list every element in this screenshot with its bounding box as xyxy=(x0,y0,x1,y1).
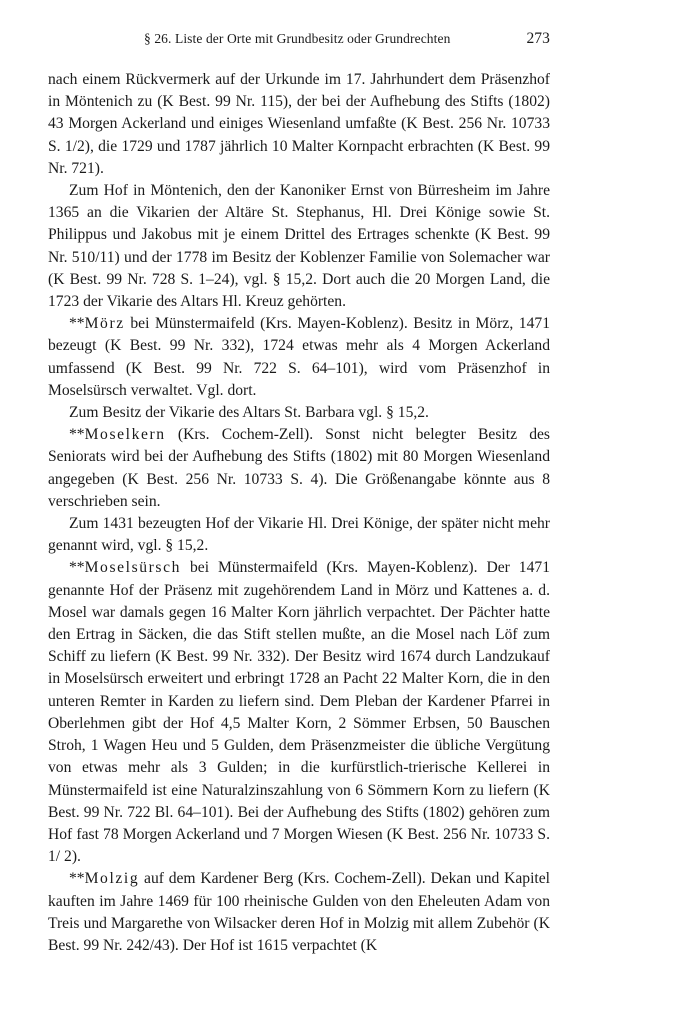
place-name-molzig: Molzig xyxy=(84,870,140,888)
paragraph-text: Zum Hof in Möntenich, den der Kanoniker Ernst von Bürresheim im Jahre 1365 an die Vikarien der Altäre St. Stephanus, Hl. Drei Könige sowie St. Philippus und Jakobus mit je einem Drittel des Ertrages schenkte (K Best. 99 Nr. 510/11) und der 1778 im Besitz der Koblenzer Familie von Solemacher war (K Best. 99 Nr. 728 S. 1–24), vgl. § 15,2. Dort auch die 20 Morgen Land, die 1723 der Vikarie des Altars Hl. Kreuz gehörten. xyxy=(48,182,550,311)
place-name-moerz: Mörz xyxy=(84,315,125,333)
entry-marker: ** xyxy=(69,870,85,888)
entry-marker: ** xyxy=(69,559,85,577)
place-name-moselsuersch: Moselsürsch xyxy=(84,559,182,577)
paragraph-vikarie-barbara xyxy=(48,402,550,424)
entry-molzig xyxy=(48,868,550,957)
page-number: 273 xyxy=(526,30,550,47)
entry-text: bei Münstermaifeld (Krs. Mayen-Koblenz). Besitz in Mörz, 1471 bezeugt (K Best. 99 Nr. 332), 1724 etwas mehr als 4 Morgen Ackerland umfassend (K Best. 99 Nr. 722 S. 64–101), wird vom Präsenzhof in Moselsürsch verwaltet. Vgl. dort. xyxy=(48,315,550,399)
paragraph-text: Zum Besitz der Vikarie des Altars St. Barbara vgl. § 15,2. xyxy=(69,404,429,422)
entry-moerz xyxy=(48,313,550,402)
paragraph-text: Zum 1431 bezeugten Hof der Vikarie Hl. Drei Könige, der später nicht mehr genannt wird, vgl. § 15,2. xyxy=(48,515,550,555)
running-header xyxy=(144,30,550,58)
entry-text: (Krs. Cochem-Zell). Sonst nicht belegter Besitz des Seniorats wird bei der Aufhebung des Stifts (1802) mit 80 Morgen Wiesenland angegeben (K Best. 256 Nr. 10733 S. 4). Die Größenangabe könnte aus 8 verschrieben sein. xyxy=(48,426,550,510)
entry-text: bei Münstermaifeld (Krs. Mayen-Koblenz). Der 1471 genannte Hof der Präsenz mit zugehörendem Land in Mörz und Kattenes a. d. Mosel war damals gegen 16 Malter Korn jährlich verpachtet. Der Pächter hatte den Ertrag in Säcken, die das Stift stellen mußte, an die Mosel nach Löf zum Schiff zu liefern (K Best. 99 Nr. 332). Der Besitz wird 1674 durch Landzukauf in Moselsürsch erweitert und erbringt 1728 an Pacht 22 Malter Korn, die in den unteren Remter in Karden zu liefern sind. Dem Pleban der Kardener Pfarrei in Oberlehmen gibt der Hof 4,5 Malter Korn, 2 Sömmer Erbsen, 50 Bauschen Stroh, 1 Wagen Heu und 5 Gulden, dem Präsenzmeister die übliche Vergütung von etwas mehr als 3 Gulden; in die kurfürstlich-trierische Kellerei in Münstermaifeld ist eine Naturalzinszahlung von 6 Sömmern Korn zu liefern (K Best. 99 Nr. 722 Bl. 64–101). Bei der Aufhebung des Stifts (1802) gehören zum Hof fast 78 Morgen Ackerland und 7 Morgen Wiesen (K Best. 256 Nr. 10733 S. 1/ 2). xyxy=(48,559,550,866)
paragraph-praesenzhof-continuation xyxy=(48,69,550,180)
paragraph-text: nach einem Rückvermerk auf der Urkunde im 17. Jahrhundert dem Präsenzhof in Möntenich zu (K Best. 99 Nr. 115), der bei der Aufhebung des Stifts (1802) 43 Morgen Ackerland und einiges Wiesenland umfaßte (K Best. 256 Nr. 10733 S. 1/2), die 1729 und 1787 jährlich 10 Malter Kornpacht erbrachten (K Best. 99 Nr. 721). xyxy=(48,71,550,177)
entry-text: auf dem Kardener Berg (Krs. Cochem-Zell). Dekan und Kapitel kauften im Jahre 1469 für 100 rheinische Gulden von den Eheleuten Adam von Treis und Margarethe von Wilsacker deren Hof in Molzig mit allem Zubehör (K Best. 99 Nr. 242/43). Der Hof ist 1615 verpachtet (K xyxy=(48,870,550,954)
book-page xyxy=(48,30,550,957)
body-text xyxy=(48,69,550,957)
place-name-moselkern: Moselkern xyxy=(84,426,166,444)
paragraph-vikarie-drei-koenige xyxy=(48,513,550,557)
running-title: § 26. Liste der Orte mit Grundbesitz oder Grundrechten xyxy=(144,31,451,46)
entry-moselsuersch xyxy=(48,557,550,868)
entry-marker: ** xyxy=(69,426,85,444)
entry-marker: ** xyxy=(69,315,85,333)
paragraph-hof-moentenich xyxy=(48,180,550,313)
entry-moselkern xyxy=(48,424,550,513)
